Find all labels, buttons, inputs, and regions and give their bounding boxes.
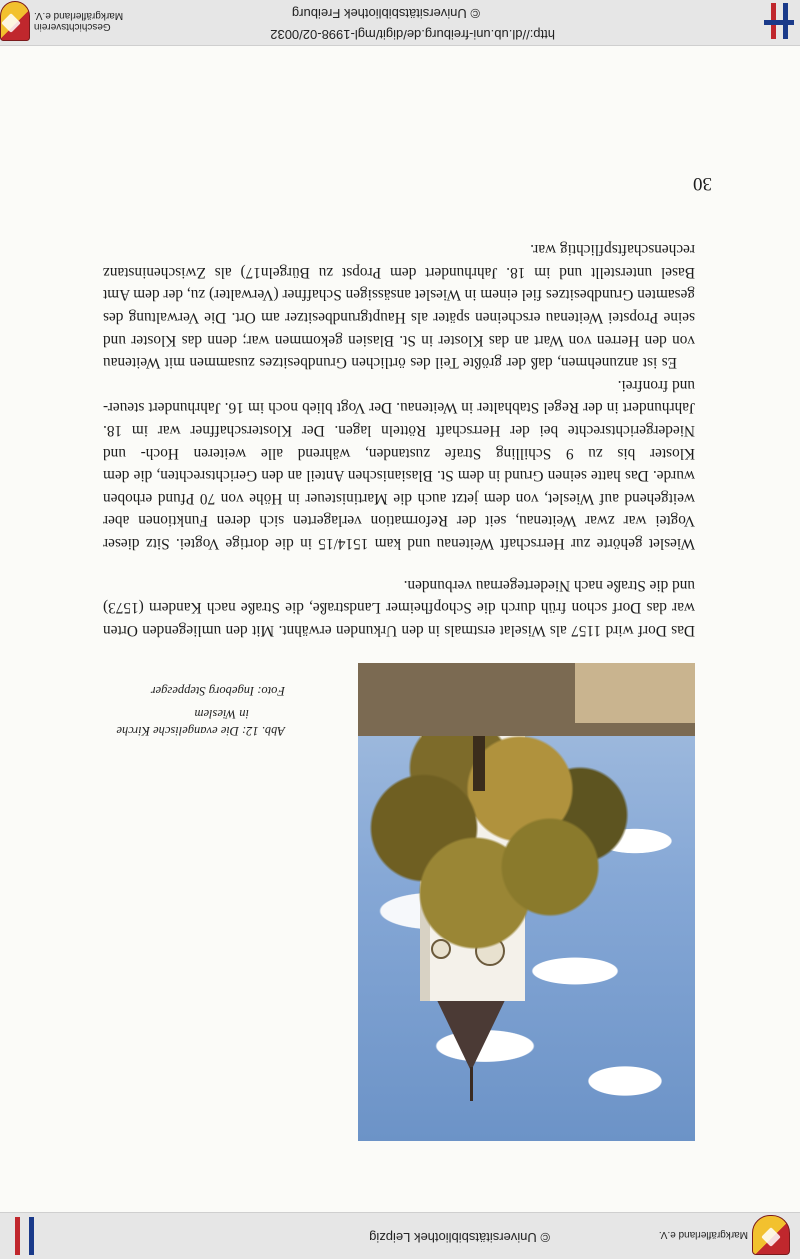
church-photo [358, 663, 695, 1141]
house-wall [575, 663, 695, 723]
header-society-label: Geschichtsverein Markgräflerland e.V. [33, 10, 124, 32]
page-number: 30 [693, 173, 712, 194]
body-paragraph-2: Wieslet gehörte zur Herrschaft Weitenau und kam 1514/15 in die dortige Vogtei. Sitz dieser Vogtei war zwar Weitenau, seit der Reformation verlagerten sich deren Funktionen aber weitgehend auf Wieslet, von dem jetzt auch die Martinisteuer in Höhe von 70 Pfund erhoben wurde. Das hatte seinen Grund in dem St. Blasianischen Anteil an den Gerichtsrechten, die dem Kloster bis zu 9 Schilling Strafe zustanden, während alle weiteren Hoch- und Niedergerichtsrechte bei der Herrschaft Rötteln lagen. Der Klosterschaffner war im 18. Jahrhundert in der Regel Stabhalter in Weitenau. Der Vogt blieb noch im 16. Jahrhundert steuer- und fronfrei. [103, 376, 695, 552]
coat-of-arms-icon [752, 1215, 790, 1255]
header-bar [0, 0, 800, 46]
body-paragraph-3: Es ist anzunehmen, daß der größte Teil des örtlichen Grundbesitzes zusammen mit Weitenau von den Herren von Wart an das Kloster in St. Blasien gekommen war; denn das Kloster und seine Propstei Weitenau erscheinen später als Hauptgrundbesitzer am Ort. Die Verwaltung des gesamten Grundbesitzes fiel einem in Wieslet ansässigen Schaffner (Verwalter) zu, der dem Amt Basel unterstellt und im 18. Jahrhundert dem Propst zu Bürgeln17) als Zwischeninstanz rechenschaftspflichtig war. [103, 241, 695, 372]
footer-copyright: © Universitätsbibliothek Leipzig [369, 1230, 550, 1245]
autumn-tree [358, 711, 640, 971]
body-paragraph-1: Das Dorf wird 1157 als Wiselat erstmals in den Urkunden erwähnt. Mit den umliegenden Orten war das Dorf schon früh durch die Schopfheimer Landstraße, die Straße nach Kandern (1573) und die Straße nach Niedertegernau verbunden. [103, 576, 695, 639]
church-spire [435, 996, 507, 1071]
caption-title: Abb. 12: Die evangelische Kirche [116, 724, 285, 738]
coat-of-arms-icon [0, 1, 30, 41]
header-copyright: © Universitätsbibliothek Freiburg [291, 6, 480, 21]
ub-logo-icon [4, 1213, 40, 1259]
body-text [103, 238, 695, 554]
header-society-logo [0, 1, 165, 41]
header-url[interactable]: http://dl.ub.uni-freiburg.de/digit/mgl-1998-02/0032 [270, 27, 555, 42]
photo-credit: Foto: Ingeborg Steppeгger [150, 684, 285, 698]
spire-cross-icon [470, 1067, 473, 1101]
footer-society-logo [659, 1215, 790, 1255]
figure-caption [105, 682, 285, 739]
footer-bar [0, 1212, 800, 1259]
ub-logo-icon [760, 0, 796, 45]
footer-society-label: Markgräflerland e.V. [658, 1229, 748, 1241]
caption-subtitle: in Wiesleт [194, 707, 249, 721]
